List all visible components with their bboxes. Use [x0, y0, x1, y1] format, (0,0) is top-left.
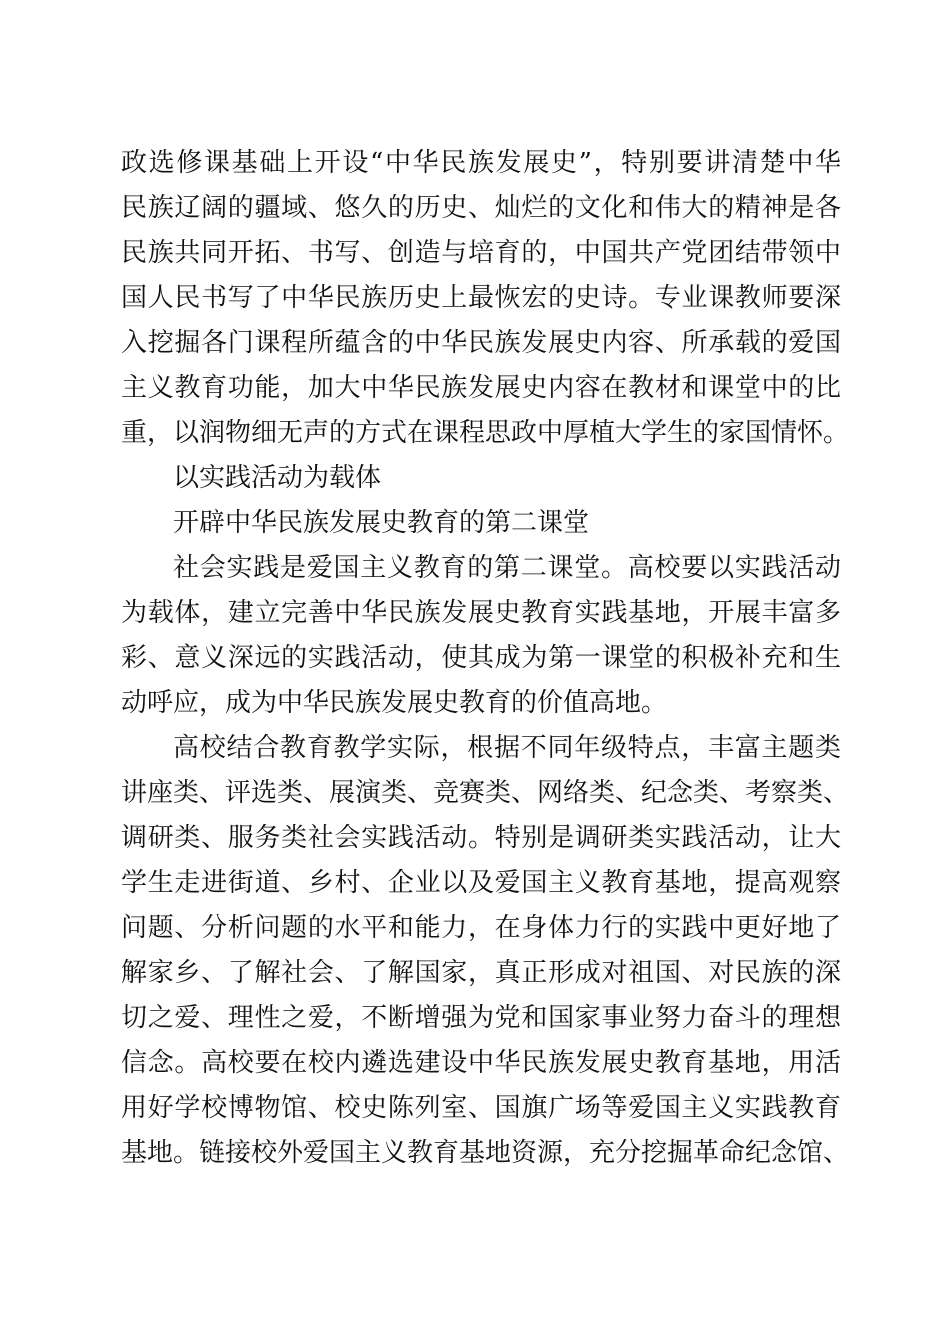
- text-line: 切之爱、理性之爱，不断增强为党和国家事业努力奋斗的理想: [121, 1003, 841, 1033]
- text-line: 政选修课基础上开设“中华民族发展史”，特别要讲清楚中华: [121, 148, 841, 178]
- text-line: 用好学校博物馆、校史陈列室、国旗广场等爱国主义实践教育: [121, 1093, 841, 1123]
- text-line: 民族共同开拓、书写、创造与培育的，中国共产党团结带领中: [121, 238, 841, 268]
- text-line: 解家乡、了解社会、了解国家，真正形成对祖国、对民族的深: [121, 958, 841, 988]
- text-line: 国人民书写了中华民族历史上最恢宏的史诗。专业课教师要深: [121, 283, 841, 313]
- text-line: 问题、分析问题的水平和能力，在身体力行的实践中更好地了: [121, 913, 841, 943]
- text-line: 讲座类、评选类、展演类、竞赛类、网络类、纪念类、考察类、: [121, 778, 850, 808]
- text-line: 民族辽阔的疆域、悠久的历史、灿烂的文化和伟大的精神是各: [121, 193, 841, 223]
- text-line: 彩、意义深远的实践活动，使其成为第一课堂的积极补充和生: [121, 643, 841, 673]
- section-heading: 以实践活动为载体: [173, 463, 382, 493]
- text-line: 动呼应，成为中华民族发展史教育的价值高地。: [121, 688, 668, 718]
- section-subheading: 开辟中华民族发展史教育的第二课堂: [173, 508, 590, 538]
- text-line: 主义教育功能，加大中华民族发展史内容在教材和课堂中的比: [121, 373, 841, 403]
- text-line: 入挖掘各门课程所蕴含的中华民族发展史内容、所承载的爱国: [121, 328, 841, 358]
- text-line: 信念。高校要在校内遴选建设中华民族发展史教育基地，用活: [121, 1048, 841, 1078]
- text-line: 社会实践是爱国主义教育的第二课堂。高校要以实践活动: [173, 553, 841, 583]
- text-line: 基地。链接校外爱国主义教育基地资源，充分挖掘革命纪念馆、: [121, 1138, 850, 1168]
- body-text: [121, 141, 850, 1176]
- text-line: 高校结合教育教学实际，根据不同年级特点，丰富主题类: [173, 733, 841, 763]
- text-line: 学生走进街道、乡村、企业以及爱国主义教育基地，提高观察: [121, 868, 841, 898]
- text-line: 调研类、服务类社会实践活动。特别是调研类实践活动，让大: [121, 823, 841, 853]
- text-line: 重，以润物细无声的方式在课程思政中厚植大学生的家国情怀。: [121, 418, 850, 448]
- text-line: 为载体，建立完善中华民族发展史教育实践基地，开展丰富多: [121, 598, 841, 628]
